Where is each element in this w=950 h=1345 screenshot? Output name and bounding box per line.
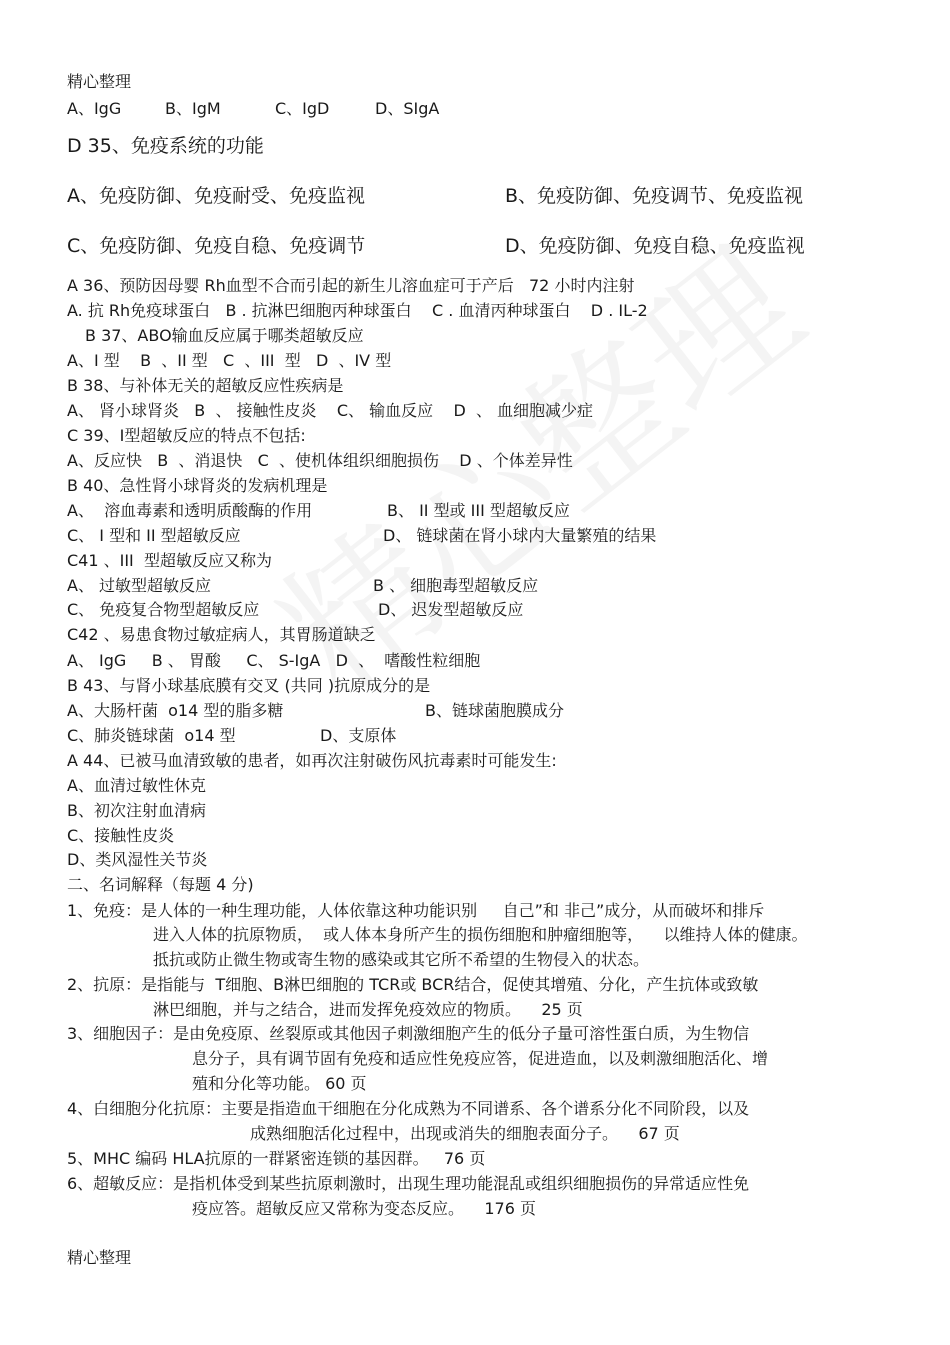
q41-option-a: A、 过敏型超敏反应 xyxy=(67,576,212,595)
q34-option-a: A、IgG xyxy=(67,99,122,118)
q41-option-d: D、 迟发型超敏反应 xyxy=(378,600,524,619)
q34-option-d: D、SIgA xyxy=(375,99,440,118)
term-3-line-3: 殖和分化等功能。 60 页 xyxy=(192,1074,367,1093)
q40-option-d: D、 链球菌在肾小球内大量繁殖的结果 xyxy=(383,526,657,545)
term-3-line-1: 3、细胞因子：是由免疫原、丝裂原或其他因子刺激细胞产生的低分子量可溶性蛋白质，为生物信 xyxy=(67,1024,750,1043)
term-3-line-2: 息分子，具有调节固有免疫和适应性免疫应答，促进造血，以及刺激细胞活化、增 xyxy=(192,1049,769,1068)
q35-option-b: B、免疫防御、免疫调节、免疫监视 xyxy=(505,185,804,207)
term-1-line-2: 进入人体的抗原物质， 或人体本身所产生的损伤细胞和肿瘤细胞等， 以维持人体的健康。 xyxy=(153,925,808,944)
q43-option-c: C、肺炎链球菌 o14 型 xyxy=(67,726,236,745)
q37-options: A、I 型 B 、II 型 C 、III 型 D 、IV 型 xyxy=(67,351,392,370)
q38-options: A、 肾小球肾炎 B 、 接触性皮炎 C、 输血反应 D 、 血细胞减少症 xyxy=(67,401,594,420)
q41-option-c: C、 免疫复合物型超敏反应 xyxy=(67,600,260,619)
q42-title: C42 、易患食物过敏症病人，其胃肠道缺乏 xyxy=(67,625,376,644)
page-footer: 精心整理 xyxy=(67,1248,132,1267)
term-2-line-2: 淋巴细胞，并与之结合，进而发挥免疫效应的物质。 25 页 xyxy=(153,1000,583,1019)
q44-option-b: B、初次注射血清病 xyxy=(67,801,206,820)
q36-title: A 36、预防因母婴 Rh血型不合而引起的新生儿溶血症可于产后 72 小时内注射 xyxy=(67,276,635,295)
page-header: 精心整理 xyxy=(67,72,132,91)
term-4-line-2: 成熟细胞活化过程中，出现或消失的细胞表面分子。 67 页 xyxy=(250,1124,680,1143)
q39-options: A、反应快 B 、消退快 C 、使机体组织细胞损伤 D 、个体差异性 xyxy=(67,451,573,470)
q43-title: B 43、与肾小球基底膜有交叉 (共同 )抗原成分的是 xyxy=(67,676,431,695)
q40-option-b: B、 II 型或 III 型超敏反应 xyxy=(387,501,570,520)
q40-option-c: C、 I 型和 II 型超敏反应 xyxy=(67,526,241,545)
q43-option-b: B、链球菌胞膜成分 xyxy=(425,701,564,720)
q40-option-a: A、 溶血毒素和透明质酸酶的作用 xyxy=(67,501,313,520)
q44-option-c: C、接触性皮炎 xyxy=(67,826,175,845)
term-4-line-1: 4、白细胞分化抗原：主要是指造血干细胞在分化成熟为不同谱系、各个谱系分化不同阶段，以及 xyxy=(67,1099,750,1118)
q43-option-d: D、支原体 xyxy=(320,726,397,745)
q35-option-a: A、免疫防御、免疫耐受、免疫监视 xyxy=(67,185,365,207)
q41-title: C41 、III 型超敏反应又称为 xyxy=(67,551,272,570)
q43-option-a: A、大肠杆菌 o14 型的脂多糖 xyxy=(67,701,284,720)
q34-option-c: C、IgD xyxy=(275,99,330,118)
q44-title: A 44、已被马血清致敏的患者，如再次注射破伤风抗毒素时可能发生: xyxy=(67,751,557,770)
q37-title: B 37、ABO输血反应属于哪类超敏反应 xyxy=(85,326,364,345)
q35-option-c: C、免疫防御、免疫自稳、免疫调节 xyxy=(67,235,366,257)
q41-option-b: B 、 细胞毒型超敏反应 xyxy=(373,576,539,595)
q35-title: D 35、免疫系统的功能 xyxy=(67,135,264,157)
q34-option-b: B、IgM xyxy=(165,99,221,118)
q35-option-d: D、免疫防御、免疫自稳、免疫监视 xyxy=(505,235,805,257)
q36-options: A. 抗 Rh免疫球蛋白 B . 抗淋巴细胞丙种球蛋白 C . 血清丙种球蛋白 D . IL-2 xyxy=(67,301,648,320)
q42-options: A、 IgG B 、 胃酸 C、 S-IgA D 、 嗜酸性粒细胞 xyxy=(67,651,481,670)
term-1-line-1: 1、免疫：是人体的一种生理功能，人体依靠这种功能识别 自己”和 非己”成分，从而破坏和排斥 xyxy=(67,901,765,920)
term-6-line-2: 疫应答。超敏反应又常称为变态反应。 176 页 xyxy=(192,1199,536,1218)
section-title: 二、名词解释（每题 4 分) xyxy=(67,875,254,894)
q44-option-d: D、类风湿性关节炎 xyxy=(67,850,208,869)
q40-title: B 40、急性肾小球肾炎的发病机理是 xyxy=(67,476,328,495)
term-5-line-1: 5、MHC 编码 HLA抗原的一群紧密连锁的基因群。 76 页 xyxy=(67,1149,486,1168)
term-2-line-1: 2、抗原：是指能与 T细胞、B淋巴细胞的 TCR或 BCR结合，促使其增殖、分化，产生抗体或致敏 xyxy=(67,975,759,994)
q44-option-a: A、血清过敏性休克 xyxy=(67,776,206,795)
q39-title: C 39、Ⅰ型超敏反应的特点不包括: xyxy=(67,426,306,445)
q38-title: B 38、与补体无关的超敏反应性疾病是 xyxy=(67,376,344,395)
term-6-line-1: 6、超敏反应：是指机体受到某些抗原刺激时，出现生理功能混乱或组织细胞损伤的异常适应性免 xyxy=(67,1174,750,1193)
term-1-line-3: 抵抗或防止微生物或寄生物的感染或其它所不希望的生物侵入的状态。 xyxy=(153,950,650,969)
